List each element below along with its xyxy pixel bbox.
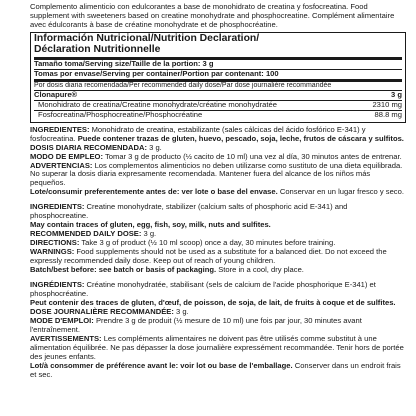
product-value: 3 g bbox=[391, 89, 402, 99]
paragraph: Batch/best before: see batch or basis of packaging. Store in a cool, dry place. bbox=[30, 265, 304, 275]
section-es bbox=[30, 126, 406, 198]
paragraph: Peut contenir des traces de gluten, d'œuf, de poisson, de soja, de lait, de fruits à coque et de sulfites. bbox=[30, 297, 396, 307]
paragraph: AVERTISSEMENTS: Les compléments alimentaires ne doivent pas être utilisés comme substitut à une alimentation équilibrée. Ne pas dépasser la dose journalière expressément recommandée. Tenir hors de portée des jeunes enfants. bbox=[30, 333, 404, 361]
paragraph: ADVERTENCIAS: Los complementos alimenticios no deben utilizarse como sustituto de una dieta equilibrada. No superar la dosis diaria expresamente recomendada. Mantener fuera del alcance de los niños más pequeños. bbox=[30, 160, 403, 188]
nutrition-title-fr: Déclaration Nutritionnelle bbox=[34, 45, 402, 60]
serving-size: Tamaño toma/Serving size/Taille de la portion: 3 g bbox=[34, 60, 402, 70]
intro-text: Complemento alimenticio con edulcorantes a base de monohidrato de creatina y fosfocreatina. Food supplement with sweeteners based on creatine monohydrate and phosphocreatine. Complément alimentaire avec édulcorants à base de créatine monohydrate et de phosphocréatine. bbox=[30, 2, 395, 29]
nutrient-name: Monohidrato de creatina/Creatine monohydrate/créatine monohydratée bbox=[38, 99, 277, 109]
paragraph: Lot/à consommer de préférence avant le: voir lot ou base de l'emballage. Conserver dans un endroit frais et sec. bbox=[30, 360, 401, 379]
nutrient-value: 88.8 mg bbox=[374, 109, 402, 119]
nutrition-title: Información Nutricional/Nutrition Declaration/ bbox=[34, 32, 260, 44]
product-name: Clonapure® bbox=[34, 89, 78, 99]
paragraph: MODE D'EMPLOI: Prendre 3 g de produit (½ mesure de 10 ml) une fois par jour, 30 minutes avant l'entraînement. bbox=[30, 315, 362, 334]
paragraph: May contain traces of gluten, egg, fish, soy, milk, nuts and sulfites. bbox=[30, 220, 271, 230]
paragraph: INGREDIENTS: Creatine monohydrate, stabilizer (calcium salts of phosphoric acid E-341) and phosphocreatine. bbox=[30, 202, 348, 221]
nutrient-value: 2310 mg bbox=[372, 99, 402, 109]
dose-header: Por dosis diaria recomendada/Per recommended daily dose/Par dose journalière recommandée bbox=[34, 79, 402, 91]
paragraph: RECOMMENDED DAILY DOSE: 3 g. bbox=[30, 229, 157, 239]
nutrient-name: Fosfocreatina/Phosphocreatine/Phosphocréatine bbox=[38, 109, 203, 119]
paragraph: INGRÉDIENTS: Créatine monohydratée, stabilisant (sels de calcium de l'acide phosphorique E-341) et phosphocréatine. bbox=[30, 279, 376, 298]
section-en bbox=[30, 203, 406, 275]
paragraph: INGREDIENTES: Monohidrato de creatina, estabilizante (sales cálcicas del ácido fosfórico E-341) y fosfocreatina. Puede contener trazas de gluten, huevo, pescado, soja, leche, frutos de cáscara y sulfitos. bbox=[30, 124, 404, 143]
nutrition-box bbox=[30, 32, 406, 123]
servings-per-container: Tomas por envase/Serving per container/Portion par contenant: 100 bbox=[34, 68, 279, 78]
paragraph: Lote/consumir preferentemente antes de: ver lote o base del envase. Conservar en un lugar fresco y seco. bbox=[30, 187, 404, 197]
nutrient-row bbox=[34, 111, 402, 120]
section-fr bbox=[30, 281, 406, 379]
paragraph: DOSIS DIARIA RECOMENDADA: 3 g. bbox=[30, 142, 162, 152]
paragraph: DOSE JOURNALIÈRE RECOMMANDÉE: 3 g. bbox=[30, 306, 189, 316]
paragraph: WARNINGS: Food supplements should not be used as a substitute for a balanced diet. Do not exceed the expressly recommended daily dose. Keep out of reach of young children. bbox=[30, 247, 387, 266]
paragraph: DIRECTIONS: Take 3 g of product (½ 10 ml scoop) once a day, 30 minutes before training. bbox=[30, 238, 336, 248]
paragraph: MODO DE EMPLEO: Tomar 3 g de producto (½ cacito de 10 ml) una vez al día, 30 minutos antes de entrenar. bbox=[30, 151, 402, 161]
